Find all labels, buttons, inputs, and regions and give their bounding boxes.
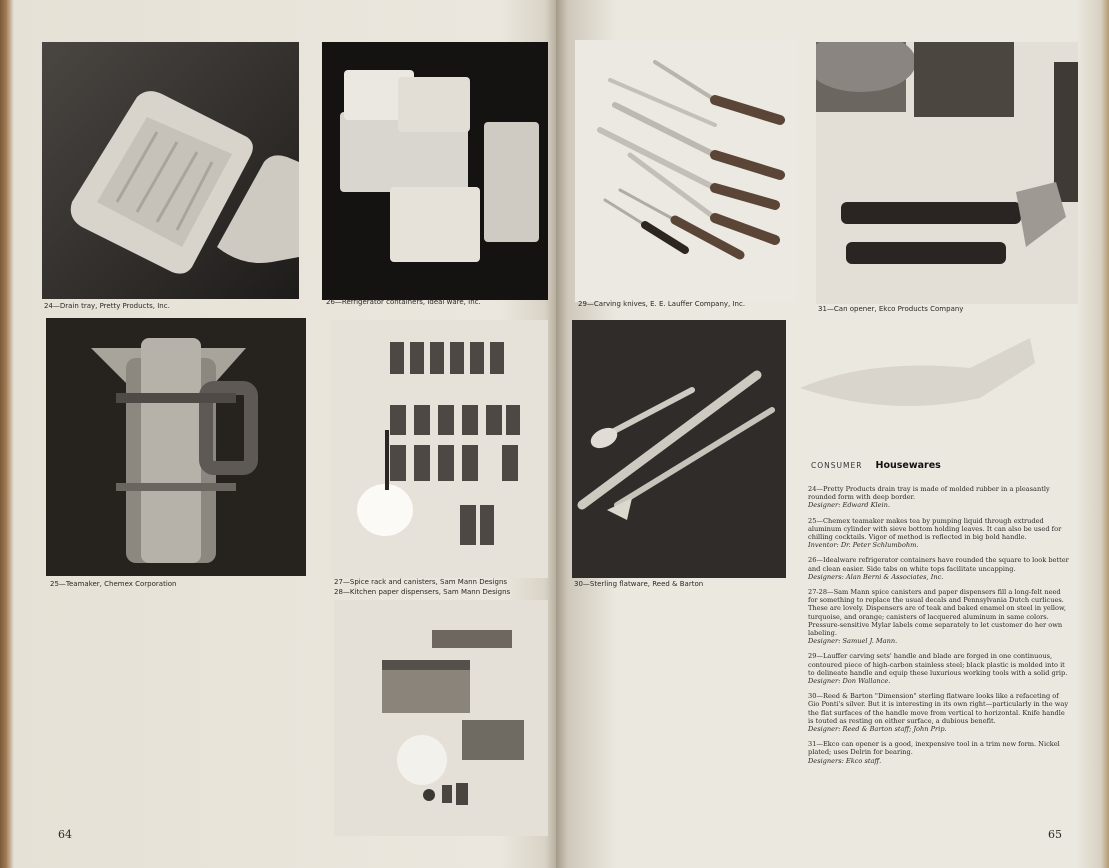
note-30	[808, 692, 1070, 733]
note-25	[808, 517, 1070, 550]
notes-column	[808, 485, 1070, 772]
note-designer: Designer: Reed & Barton staff; John Prip.	[808, 725, 947, 734]
show-through-ghost	[790, 328, 1040, 418]
note-body: 26—Idealware refrigerator containers have rounded the square to look better and clean easier. Side tabs on white tops facilitate uncapping.	[808, 556, 1069, 573]
note-designer: Designer: Don Wallance.	[808, 677, 891, 686]
page-number-right: 65	[1048, 828, 1062, 841]
caption-30: 30—Sterling flatware, Reed & Barton	[574, 580, 704, 588]
note-body: 25—Chemex teamaker makes tea by pumping liquid through extruded aluminum cylinder with sieve bottom holding leaves. It can also be used for chilling cocktails. Vigor of method is reflected in big bold handle.	[808, 516, 1062, 542]
caption-29: 29—Carving knives, E. E. Lauffer Company, Inc.	[578, 300, 746, 308]
photo-paper-dispensers	[334, 600, 548, 836]
page-number-left: 64	[58, 828, 72, 841]
note-body: 29—Lauffer carving sets' handle and blade are forged in one continuous, contoured piece of high-carbon stainless steel; black plastic is molded into it to delineate handle and equip these luxurious working tools with a solid grip.	[808, 652, 1068, 677]
note-designer: Designer: Edward Klein.	[808, 501, 890, 510]
photo-refrigerator-containers	[322, 42, 548, 300]
photo-teamaker	[46, 318, 306, 576]
photo-can-opener	[816, 42, 1078, 304]
photo-drain-tray	[42, 42, 299, 299]
note-designer: Designer: Samuel J. Mann.	[808, 637, 898, 646]
note-26	[808, 556, 1070, 581]
caption-28: 28—Kitchen paper dispensers, Sam Mann Designs	[334, 588, 511, 596]
note-designer: Designers: Ekco staff.	[808, 756, 882, 765]
note-31	[808, 740, 1070, 765]
photo-carving-knives	[575, 40, 797, 302]
note-body: 27-28—Sam Mann spice canisters and paper dispensers fill a long-felt need for something to replace the usual decals and Pennsylvania Dutch curlicues. These are lovely. Dispensers are of teak and baked enamel on steel in yellow, turquoise, and orange; canisters of lacquered aluminum in same colors. Pressure-sensitive Mylar labels come separately to let customer do her own labeling.	[808, 588, 1066, 638]
section-kicker: CONSUMER	[811, 461, 863, 470]
section-title: Housewares	[875, 460, 941, 471]
note-designer: Inventor: Dr. Peter Schlumbohm.	[808, 541, 919, 550]
note-24	[808, 485, 1070, 510]
note-29	[808, 652, 1070, 685]
caption-26: 26—Refrigerator containers, Ideal ware, Inc.	[326, 298, 481, 306]
note-27-28	[808, 588, 1070, 645]
photo-spice-rack	[330, 320, 548, 578]
note-designer: Designers: Alan Berni & Associates, Inc.	[808, 572, 944, 581]
note-body: 24—Pretty Products drain tray is made of molded rubber in a pleasantly rounded form with deep border.	[808, 485, 1050, 502]
caption-24: 24—Drain tray, Pretty Products, Inc.	[44, 302, 170, 310]
caption-31: 31—Can opener, Ekco Products Company	[818, 305, 964, 313]
note-body: 30—Reed & Barton "Dimension" sterling flatware looks like a refaceting of Gio Ponti's silver. But it is interesting in its own right—particularly in the way the flat surfaces of the handle move from vertical to horizontal. Knife handle is touted as resting on either surface, a dubious benefit.	[808, 692, 1069, 725]
photo-sterling-flatware	[572, 320, 786, 578]
caption-25: 25—Teamaker, Chemex Corporation	[50, 580, 177, 588]
caption-27: 27—Spice rack and canisters, Sam Mann Designs	[334, 578, 508, 586]
section-heading	[811, 453, 941, 472]
note-body: 31—Ekco can opener is a good, inexpensive tool in a trim new form. Nickel plated; uses Delrin for bearing.	[808, 740, 1060, 757]
